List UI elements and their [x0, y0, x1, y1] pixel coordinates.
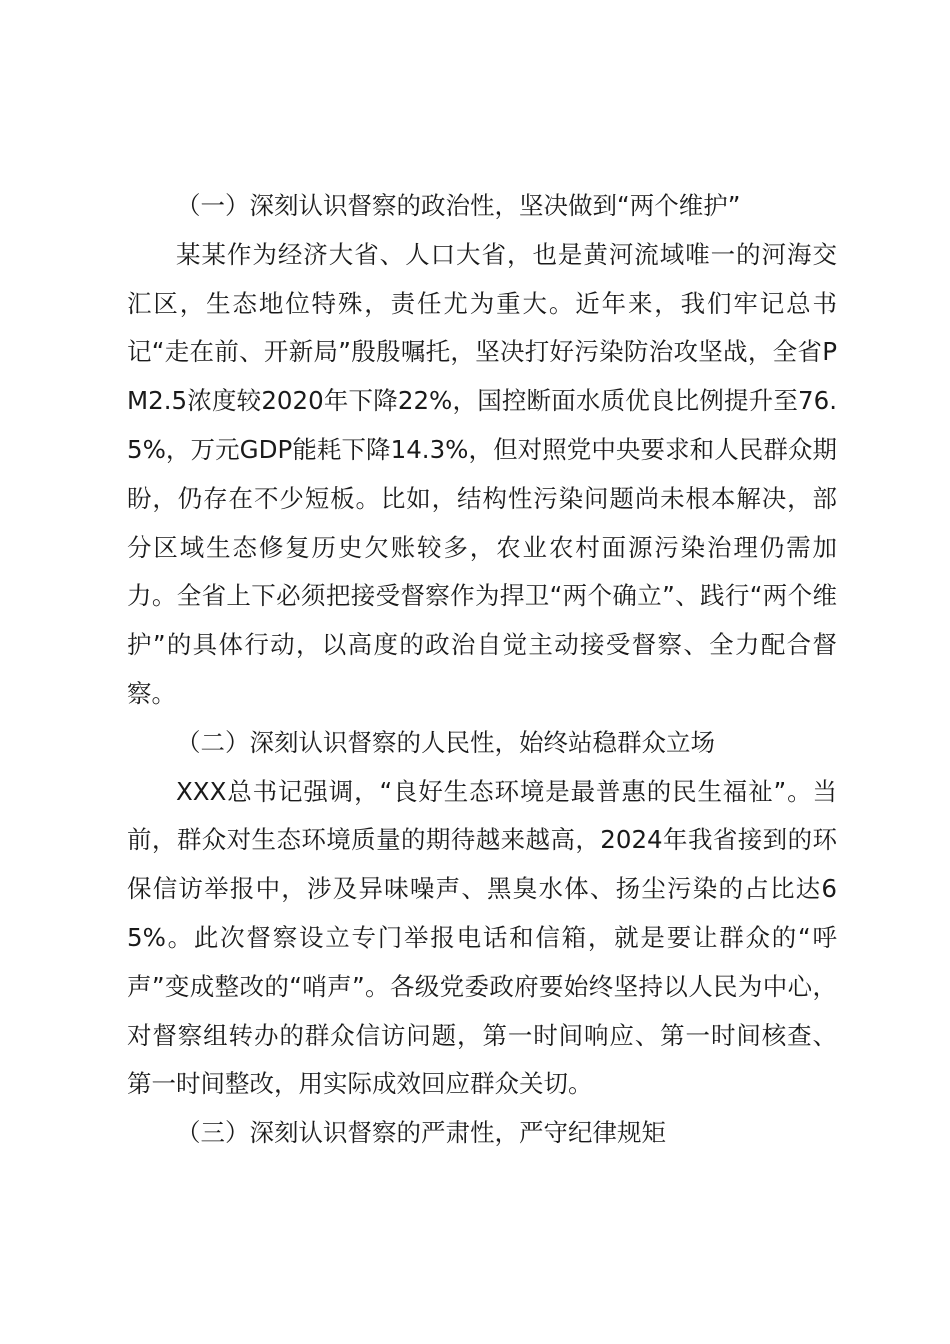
- section-heading-2: （二）深刻认识督察的人民性，始终站稳群众立场: [176, 727, 715, 757]
- section-heading-1: （一）深刻认识督察的政治性，坚决做到“两个维护”: [176, 191, 741, 220]
- document-body: [127, 182, 837, 1158]
- body-paragraph-2: XXX总书记强调，“良好生态环境是最普惠的民生福祉”。当前，群众对生态环境质量的期待越来越高，2024年我省接到的环保信访举报中，涉及异味噪声、黑臭水体、扬尘污染的占比达65%。此次督察设立专门举报电话和信箱，就是要让群众的“呼声”变成整改的“哨声”。各级党委政府要始终坚持以人民为中心，对督察组转办的群众信访问题，第一时间响应、第一时间核查、第一时间整改，用实际成效回应群众关切。: [127, 776, 837, 1099]
- body-paragraph-1: 某某作为经济大省、人口大省，也是黄河流域唯一的河海交汇区，生态地位特殊，责任尤为重大。近年来，我们牢记总书记“走在前、开新局”殷殷嘱托，坚决打好污染防治攻坚战，全省PM2.5浓度较2020年下降22%，国控断面水质优良比例提升至76.5%，万元GDP能耗下降14.3%，但对照党中央要求和人民群众期盼，仍存在不少短板。比如，结构性污染问题尚未根本解决，部分区域生态修复历史欠账较多，农业农村面源污染治理仍需加力。全省上下必须把接受督察作为捍卫“两个确立”、践行“两个维护”的具体行动，以高度的政治自觉主动接受督察、全力配合督察。: [127, 239, 837, 708]
- section-heading-3: （三）深刻认识督察的严肃性，严守纪律规矩: [176, 1118, 666, 1148]
